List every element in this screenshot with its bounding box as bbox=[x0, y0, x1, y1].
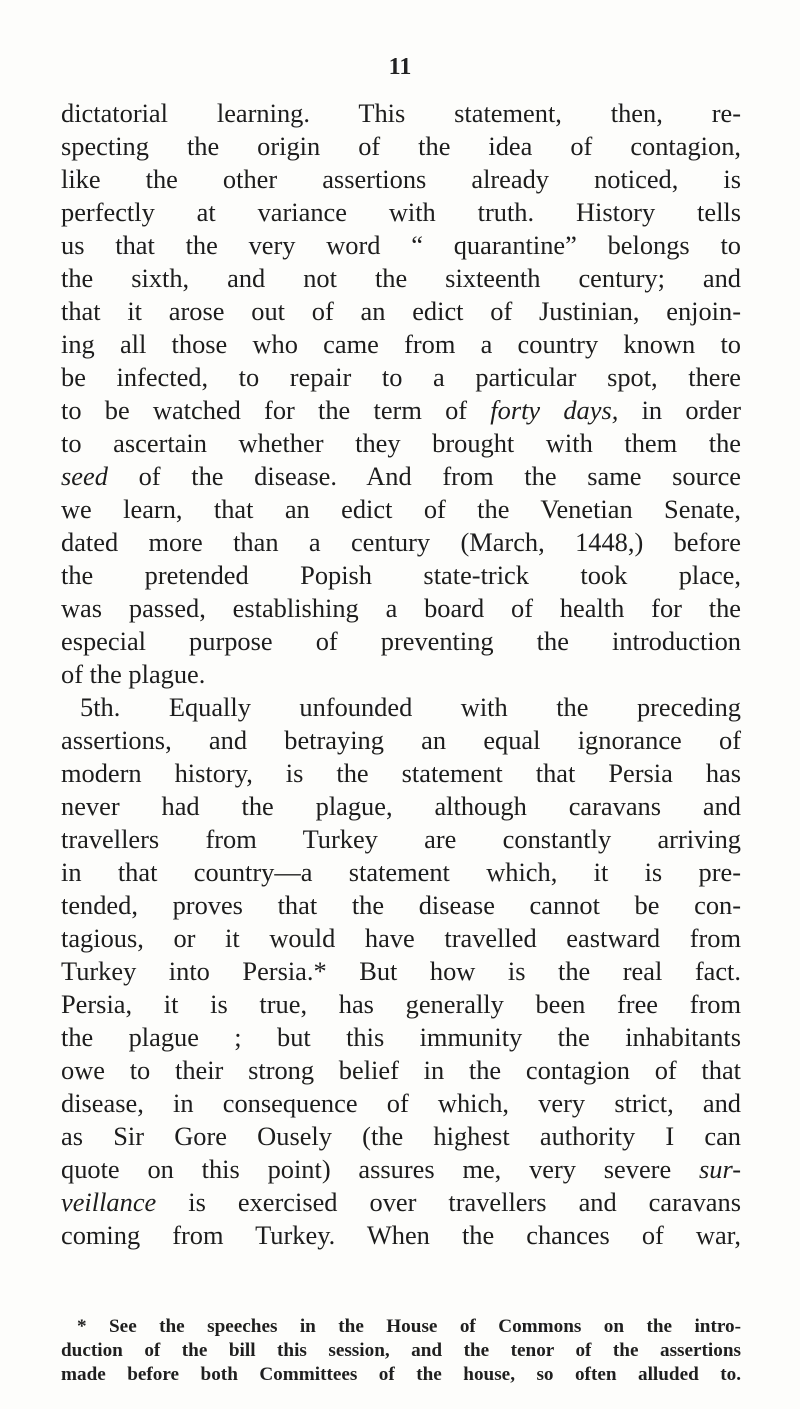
text-line: we learn, that an edict of the Venetian Senate, bbox=[61, 494, 741, 524]
text-line-surveillance bbox=[61, 1186, 741, 1219]
text-line: never had the plague, although caravans and bbox=[61, 791, 741, 821]
footnote-line: * See the speeches in the House of Commons on the intro- bbox=[77, 1316, 741, 1337]
text-line: was passed, establishing a board of health for the bbox=[61, 593, 741, 623]
text-line: dictatorial learning. This statement, then, re- bbox=[61, 98, 741, 128]
text-segment: is exercised over travellers and caravans bbox=[156, 1187, 741, 1217]
text-line: coming from Turkey. When the chances of war, bbox=[61, 1220, 741, 1250]
body-text bbox=[61, 97, 741, 1252]
paragraph-start: 5th. Equally unfounded with the preceding bbox=[80, 692, 741, 722]
text-line: disease, in consequence of which, very strict, and bbox=[61, 1088, 741, 1118]
text-line: us that the very word “ quarantine” belongs to bbox=[61, 230, 741, 260]
text-segment: quote on this point) assures me, very severe bbox=[61, 1154, 672, 1184]
text-line-forty-days bbox=[61, 394, 741, 427]
text-line: Persia, it is true, has generally been free from bbox=[61, 989, 741, 1019]
text-line: like the other assertions already noticed, is bbox=[61, 164, 741, 194]
text-line: of the plague. bbox=[61, 659, 206, 689]
text-line: as Sir Gore Ousely (the highest authority I can bbox=[61, 1121, 741, 1151]
text-line: to ascertain whether they brought with them the bbox=[61, 428, 741, 458]
text-line: modern history, is the statement that Persia has bbox=[61, 758, 741, 788]
text-line: perfectly at variance with truth. History tells bbox=[61, 197, 741, 227]
footnote-line: duction of the bill this session, and the tenor of the assertions bbox=[61, 1340, 741, 1361]
text-segment: to be watched for the term of bbox=[61, 395, 491, 425]
italic-forty-days: forty days, bbox=[490, 395, 619, 425]
text-line-severe bbox=[61, 1153, 741, 1186]
text-line: the plague ; but this immunity the inhabitants bbox=[61, 1022, 741, 1052]
text-line: the pretended Popish state-trick took place, bbox=[61, 560, 741, 590]
text-line: dated more than a century (March, 1448,) before bbox=[61, 527, 741, 557]
text-segment: in order bbox=[618, 395, 742, 425]
text-line: specting the origin of the idea of contagion, bbox=[61, 131, 741, 161]
text-line: travellers from Turkey are constantly arriving bbox=[61, 824, 741, 854]
text-line: tended, proves that the disease cannot be con- bbox=[61, 890, 741, 920]
text-segment: of the disease. And from the same source bbox=[107, 461, 741, 491]
text-line: owe to their strong belief in the contagion of that bbox=[61, 1055, 741, 1085]
italic-sur: sur- bbox=[671, 1154, 741, 1184]
text-line: tagious, or it would have travelled eastward from bbox=[61, 923, 741, 953]
text-line-seed bbox=[61, 460, 741, 493]
footnote bbox=[61, 1315, 741, 1387]
text-line: Turkey into Persia.* But how is the real fact. bbox=[61, 956, 741, 986]
text-line: that it arose out of an edict of Justinian, enjoin- bbox=[61, 296, 741, 326]
text-line: especial purpose of preventing the introduction bbox=[61, 626, 741, 656]
text-line: in that country—a statement which, it is pre- bbox=[61, 857, 741, 887]
text-line: assertions, and betraying an equal ignorance of bbox=[61, 725, 741, 755]
page-number: 11 bbox=[388, 54, 412, 80]
footnote-line: made before both Committees of the house, so often alluded to. bbox=[61, 1364, 741, 1385]
text-line: ing all those who came from a country known to bbox=[61, 329, 741, 359]
italic-veillance: veillance bbox=[61, 1187, 157, 1217]
text-line: the sixth, and not the sixteenth century; and bbox=[61, 263, 741, 293]
text-line: be infected, to repair to a particular spot, there bbox=[61, 362, 741, 392]
italic-seed: seed bbox=[61, 461, 108, 491]
